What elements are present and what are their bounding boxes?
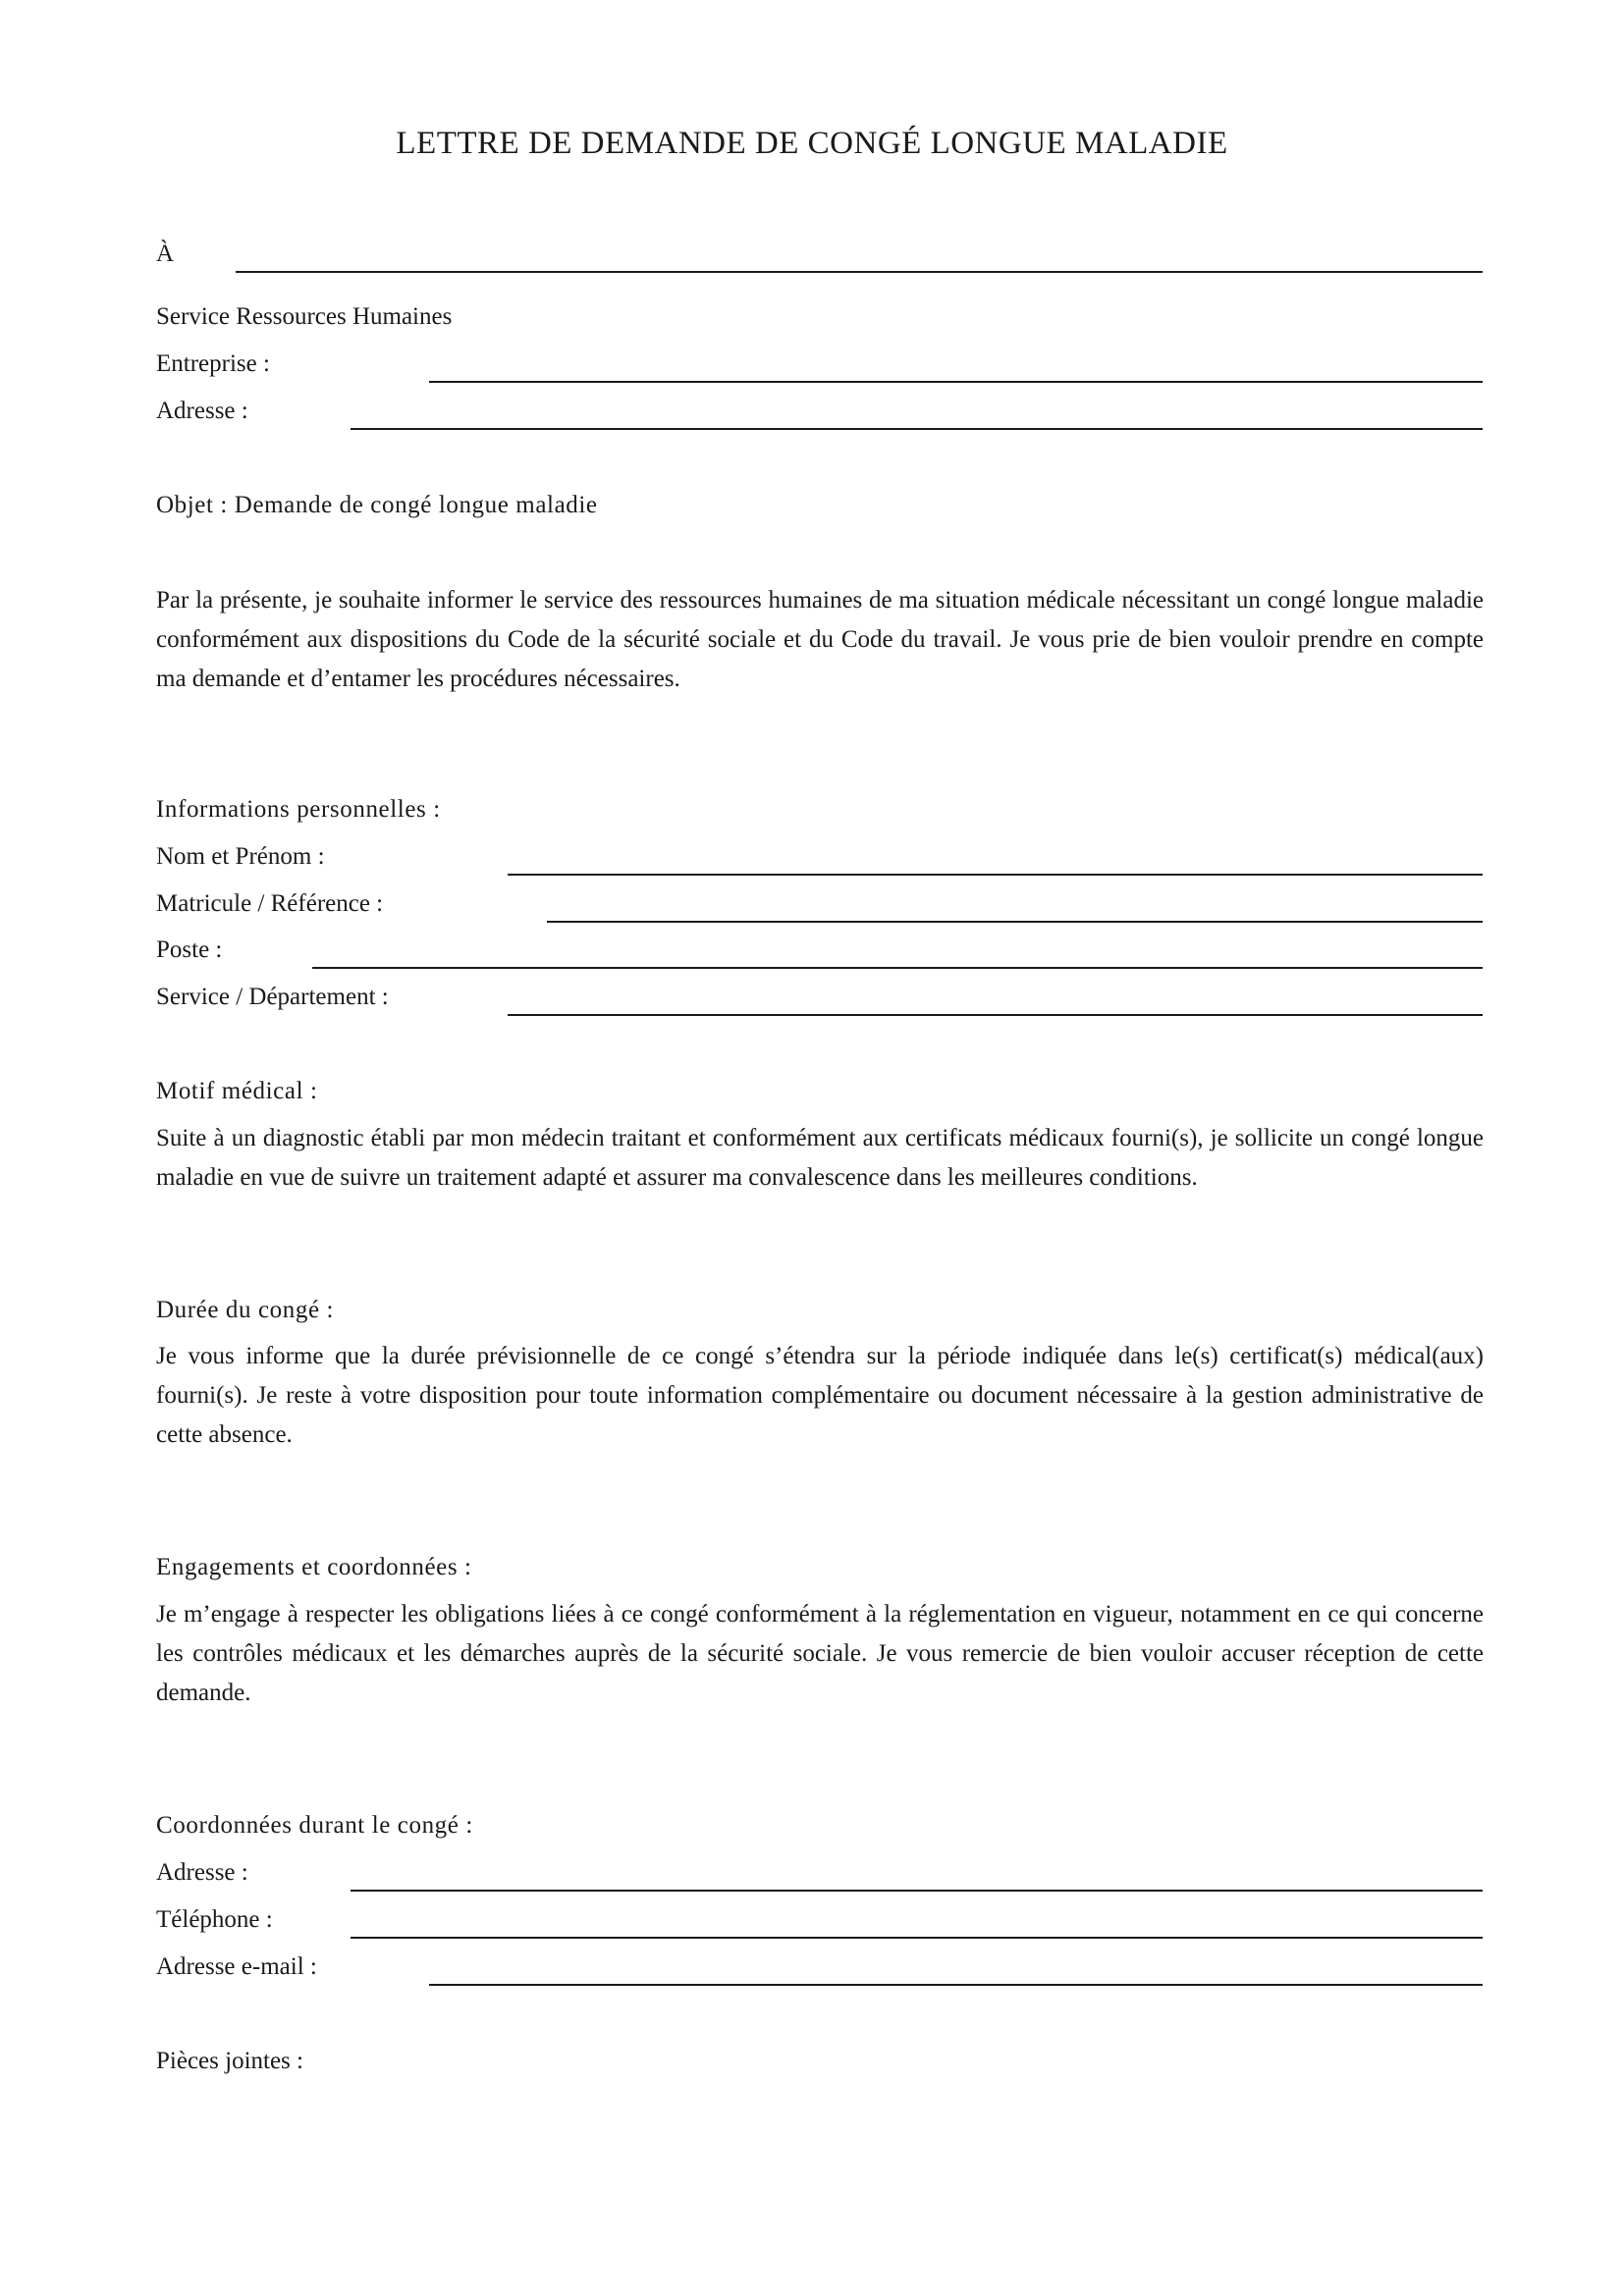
attachments-label: Pièces jointes :	[156, 2048, 303, 2074]
leave-address-label: Adresse :	[156, 1859, 248, 1886]
email-label: Adresse e-mail :	[156, 1953, 317, 1980]
intro-paragraph: Par la présente, je souhaite informer le service des ressources humaines de ma situation médicale nécessitant un congé longue maladie conformément aux dispositions du Code de la sécurité sociale et du Code du travail. Je vous prie de bien vouloir prendre en compte ma demande et d’entamer les procédures nécessaires.	[156, 587, 1484, 692]
id-field[interactable]	[547, 921, 1483, 923]
email-field[interactable]	[429, 1984, 1483, 1986]
recipient-to-field[interactable]	[236, 271, 1483, 273]
department-label: Service / Département :	[156, 984, 389, 1010]
medical-reason-heading: Motif médical :	[156, 1078, 318, 1104]
position-field[interactable]	[312, 967, 1483, 969]
duration-text: Je vous informe que la durée prévisionnelle de ce congé s’étendra sur la période indiquée dans le(s) certificat(s) médical(aux) fourni(s). Je reste à votre disposition pour toute information complémentaire ou document nécessaire à la gestion administrative de cette absence.	[156, 1343, 1484, 1448]
name-label: Nom et Prénom :	[156, 843, 325, 870]
recipient-department: Service Ressources Humaines	[156, 303, 453, 330]
department-field[interactable]	[508, 1014, 1483, 1016]
phone-label: Téléphone :	[156, 1906, 273, 1933]
id-label: Matricule / Référence :	[156, 890, 384, 917]
name-field[interactable]	[508, 874, 1483, 876]
leave-address-field[interactable]	[351, 1890, 1483, 1892]
commitments-text: Je m’engage à respecter les obligations liées à ce congé conformément à la réglementation en vigueur, notamment en ce qui concerne les contrôles médicaux et les démarches auprès de la sécurité sociale. Je vous remercie de bien vouloir accuser réception de cette demande.	[156, 1601, 1484, 1706]
recipient-address-label: Adresse :	[156, 398, 248, 424]
contact-heading: Coordonnées durant le congé :	[156, 1812, 473, 1839]
position-label: Poste :	[156, 936, 223, 963]
personal-info-heading: Informations personnelles :	[156, 796, 441, 823]
recipient-to-label: À	[156, 240, 175, 267]
company-label: Entreprise :	[156, 350, 270, 377]
recipient-address-field[interactable]	[351, 428, 1483, 430]
commitments-heading: Engagements et coordonnées :	[156, 1554, 472, 1580]
document-title: LETTRE DE DEMANDE DE CONGÉ LONGUE MALADIE	[396, 126, 1228, 161]
subject-line: Objet : Demande de congé longue maladie	[156, 492, 598, 518]
duration-heading: Durée du congé :	[156, 1297, 335, 1323]
phone-field[interactable]	[351, 1937, 1483, 1939]
medical-reason-text: Suite à un diagnostic établi par mon médecin traitant et conformément aux certificats médicaux fourni(s), je sollicite un congé longue maladie en vue de suivre un traitement adapté et assurer ma convalescence dans les meilleures conditions.	[156, 1125, 1484, 1191]
company-field[interactable]	[429, 381, 1483, 383]
